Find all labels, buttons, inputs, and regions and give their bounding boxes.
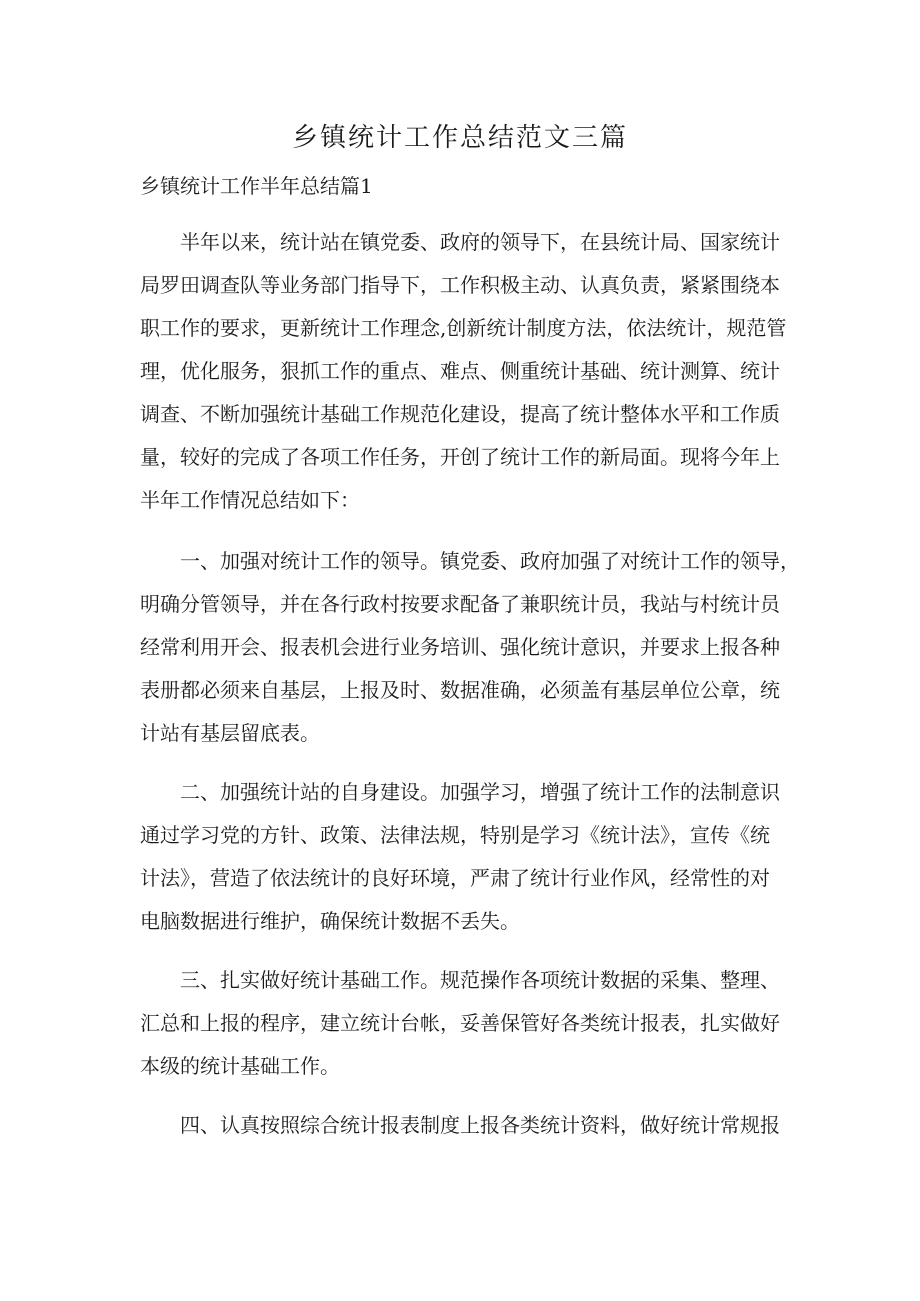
paragraph-line: 经常利用开会、报表机会进行业务培训、强化统计意识，并要求上报各种 — [140, 635, 780, 659]
paragraph-line: 明确分管领导，并在各行政村按要求配备了兼职统计员，我站与村统计员 — [140, 592, 780, 616]
paragraph-line: 计法》，营造了依法统计的良好环境，严肃了统计行业作风，经常性的对 — [140, 866, 770, 890]
paragraph-line: 四、认真按照综合统计报表制度上报各类统计资料，做好统计常规报 — [180, 1113, 780, 1137]
paragraph-line: 半年以来，统计站在镇党委、政府的领导下，在县统计局、国家统计 — [180, 230, 780, 254]
paragraph-line: 半年工作情况总结如下： — [140, 488, 360, 512]
paragraph-line: 表册都必须来自基层，上报及时、数据准确，必须盖有基层单位公章，统 — [140, 678, 780, 702]
paragraph-line: 理，优化服务，狠抓工作的重点、难点、侧重统计基础、统计测算、统计 — [140, 359, 780, 383]
paragraph-line: 电脑数据进行维护，确保统计数据不丢失。 — [140, 909, 520, 933]
paragraph-line: 二、加强统计站的自身建设。加强学习，增强了统计工作的法制意识 — [180, 780, 780, 804]
paragraph-line: 汇总和上报的程序，建立统计台帐，妥善保管好各类统计报表，扎实做好 — [140, 1011, 780, 1035]
paragraph-line: 量，较好的完成了各项工作任务，开创了统计工作的新局面。现将今年上 — [140, 445, 780, 469]
paragraph-line: 本级的统计基础工作。 — [140, 1054, 340, 1078]
paragraph-line: 三、扎实做好统计基础工作。规范操作各项统计数据的采集、整理、 — [180, 968, 780, 992]
paragraph-line: 通过学习党的方针、政策、法律法规，特别是学习《统计法》，宣传《统 — [140, 823, 770, 847]
paragraph-line: 一、加强对统计工作的领导。镇党委、政府加强了对统计工作的领导， — [180, 549, 800, 573]
section-subtitle: 乡镇统计工作半年总结篇1 — [140, 174, 373, 198]
paragraph-line: 职工作的要求，更新统计工作理念,创新统计制度方法，依法统计，规范管 — [140, 316, 787, 340]
paragraph-line: 调查、不断加强统计基础工作规范化建设，提高了统计整体水平和工作质 — [140, 402, 780, 426]
paragraph-line: 计站有基层留底表。 — [140, 721, 320, 745]
paragraph-line: 局罗田调查队等业务部门指导下，工作积极主动、认真负责，紧紧围绕本 — [140, 273, 780, 297]
document-title: 乡镇统计工作总结范文三篇 — [291, 123, 628, 153]
